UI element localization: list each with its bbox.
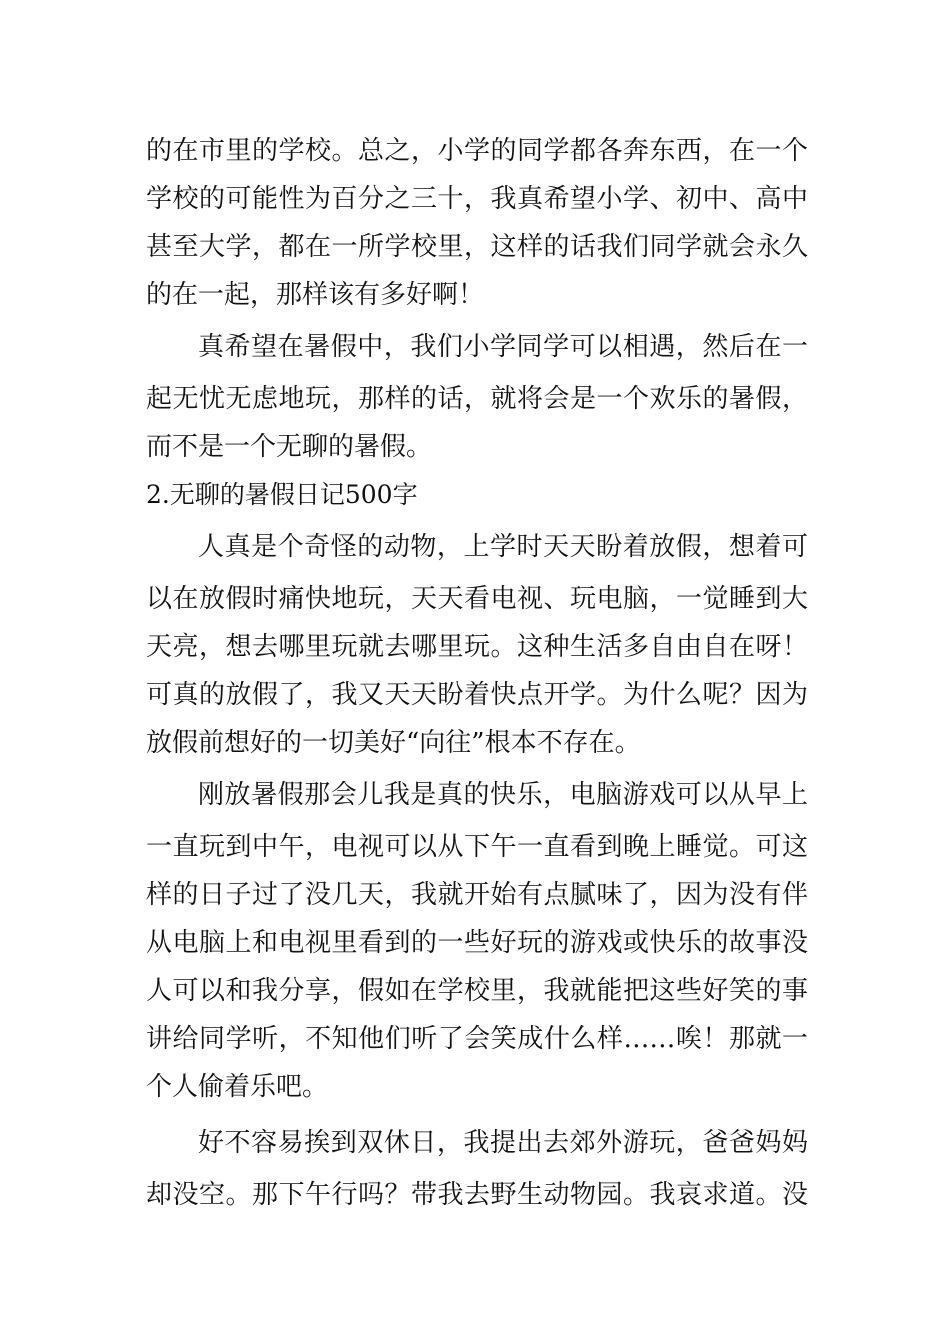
- paragraph-1-line-2: 学校的可能性为百分之三十，我真希望小学、初中、高中: [146, 184, 808, 214]
- paragraph-4-line-7: 个人偷着乐吧。: [146, 1072, 329, 1102]
- paragraph-5-line-1: 好不容易挨到双休日，我提出去郊外游玩，爸爸妈妈: [198, 1128, 808, 1158]
- paragraph-1-line-1: 的在市里的学校。总之，小学的同学都各奔东西，在一个: [146, 136, 808, 166]
- paragraph-4-line-4: 从电脑上和电视里看到的一些好玩的游戏或快乐的故事没: [146, 928, 808, 958]
- paragraph-3-line-4: 可真的放假了，我又天天盼着快点开学。为什么呢？因为: [146, 680, 808, 710]
- paragraph-4-line-2: 一直玩到中午，电视可以从下午一直看到晚上睡觉。可这: [146, 832, 808, 862]
- section-heading: 2.无聊的暑假日记500字: [146, 480, 418, 509]
- paragraph-4-line-3: 样的日子过了没几天，我就开始有点腻味了，因为没有伴: [146, 880, 808, 910]
- paragraph-3-line-1: 人真是个奇怪的动物，上学时天天盼着放假，想着可: [198, 532, 808, 562]
- paragraph-1-line-4: 的在一起，那样该有多好啊！: [146, 280, 485, 310]
- paragraph-3-line-2: 以在放假时痛快地玩，天天看电视、玩电脑，一觉睡到大: [146, 584, 808, 614]
- paragraph-4-line-5: 人可以和我分享，假如在学校里，我就能把这些好笑的事: [146, 976, 808, 1006]
- paragraph-3-line-5: 放假前想好的一切美好“向往”根本不存在。: [146, 728, 641, 758]
- paragraph-4-line-1: 刚放暑假那会儿我是真的快乐，电脑游戏可以从早上: [198, 780, 808, 810]
- paragraph-2-line-3: 而不是一个无聊的暑假。: [146, 432, 433, 462]
- paragraph-4-line-6: 讲给同学听，不知他们听了会笑成什么样……唉！那就一: [146, 1024, 808, 1054]
- paragraph-3-line-3: 天亮，想去哪里玩就去哪里玩。这种生活多自由自在呀！: [146, 632, 808, 662]
- paragraph-2-line-1: 真希望在暑假中，我们小学同学可以相遇，然后在一: [198, 332, 808, 362]
- paragraph-2-line-2: 起无忧无虑地玩，那样的话，就将会是一个欢乐的暑假，: [146, 384, 808, 414]
- paragraph-1-line-3: 甚至大学，都在一所学校里，这样的话我们同学就会永久: [146, 232, 808, 262]
- paragraph-5-line-2: 却没空。那下午行吗？带我去野生动物园。我哀求道。没: [146, 1180, 808, 1210]
